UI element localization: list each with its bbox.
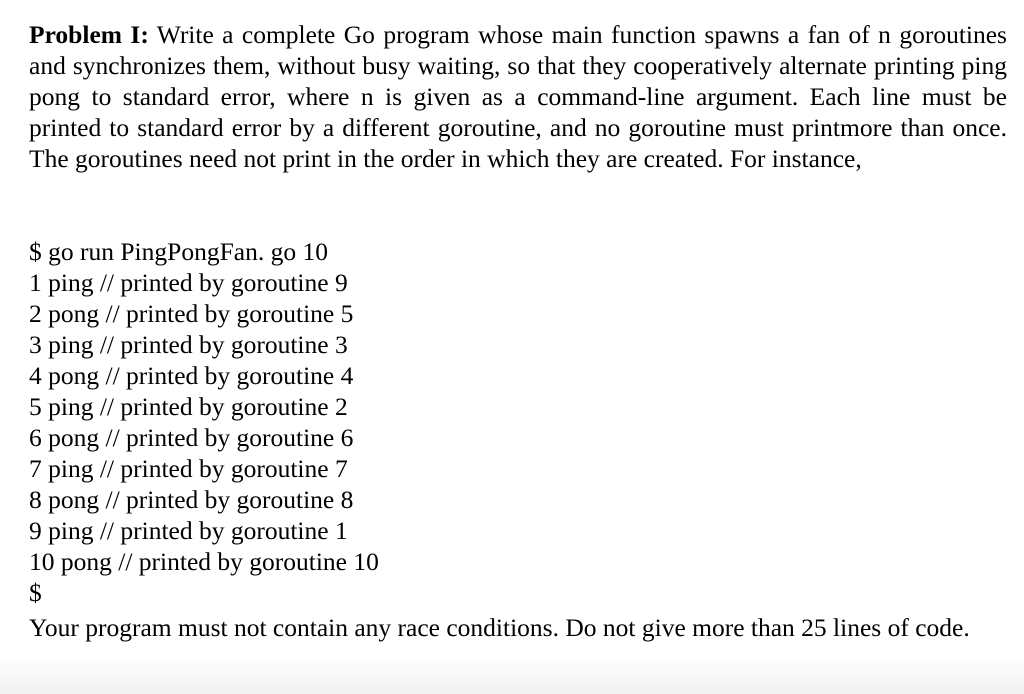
session-line: 8 pong // printed by goroutine 8 [29, 485, 354, 514]
session-line: 2 pong // printed by goroutine 5 [29, 299, 354, 328]
session-line: 5 ping // printed by goroutine 2 [29, 392, 348, 421]
session-line: 7 ping // printed by goroutine 7 [29, 454, 348, 483]
session-line: 1 ping // printed by goroutine 9 [29, 268, 348, 297]
session-prompt: $ [29, 578, 42, 607]
session-line: 6 pong // printed by goroutine 6 [29, 423, 354, 452]
problem-label: Problem I: [29, 20, 149, 49]
example-session [29, 236, 629, 608]
constraints-text: Your program must not contain any race conditions. Do not give more than 25 lines of code. [29, 613, 970, 642]
problem-text: Write a complete Go program whose main function spawns a fan of n goroutines and synchronizes them, without busy waiting, so that they cooperatively alternate printing ping pong to standard error, where n is given as a command-line argument. Each line must be printed to standard error by a different goroutine, and no goroutine must printmore than once. The goroutines need not print in the order in which they are created. For instance, [29, 20, 1007, 173]
session-line: 9 ping // printed by goroutine 1 [29, 516, 348, 545]
session-command: $ go run PingPongFan. go 10 [29, 237, 328, 266]
problem-statement [29, 19, 1007, 174]
session-line: 4 pong // printed by goroutine 4 [29, 361, 354, 390]
session-line: 3 ping // printed by goroutine 3 [29, 330, 348, 359]
session-line: 10 pong // printed by goroutine 10 [29, 547, 379, 576]
bottom-shade [0, 654, 1024, 694]
